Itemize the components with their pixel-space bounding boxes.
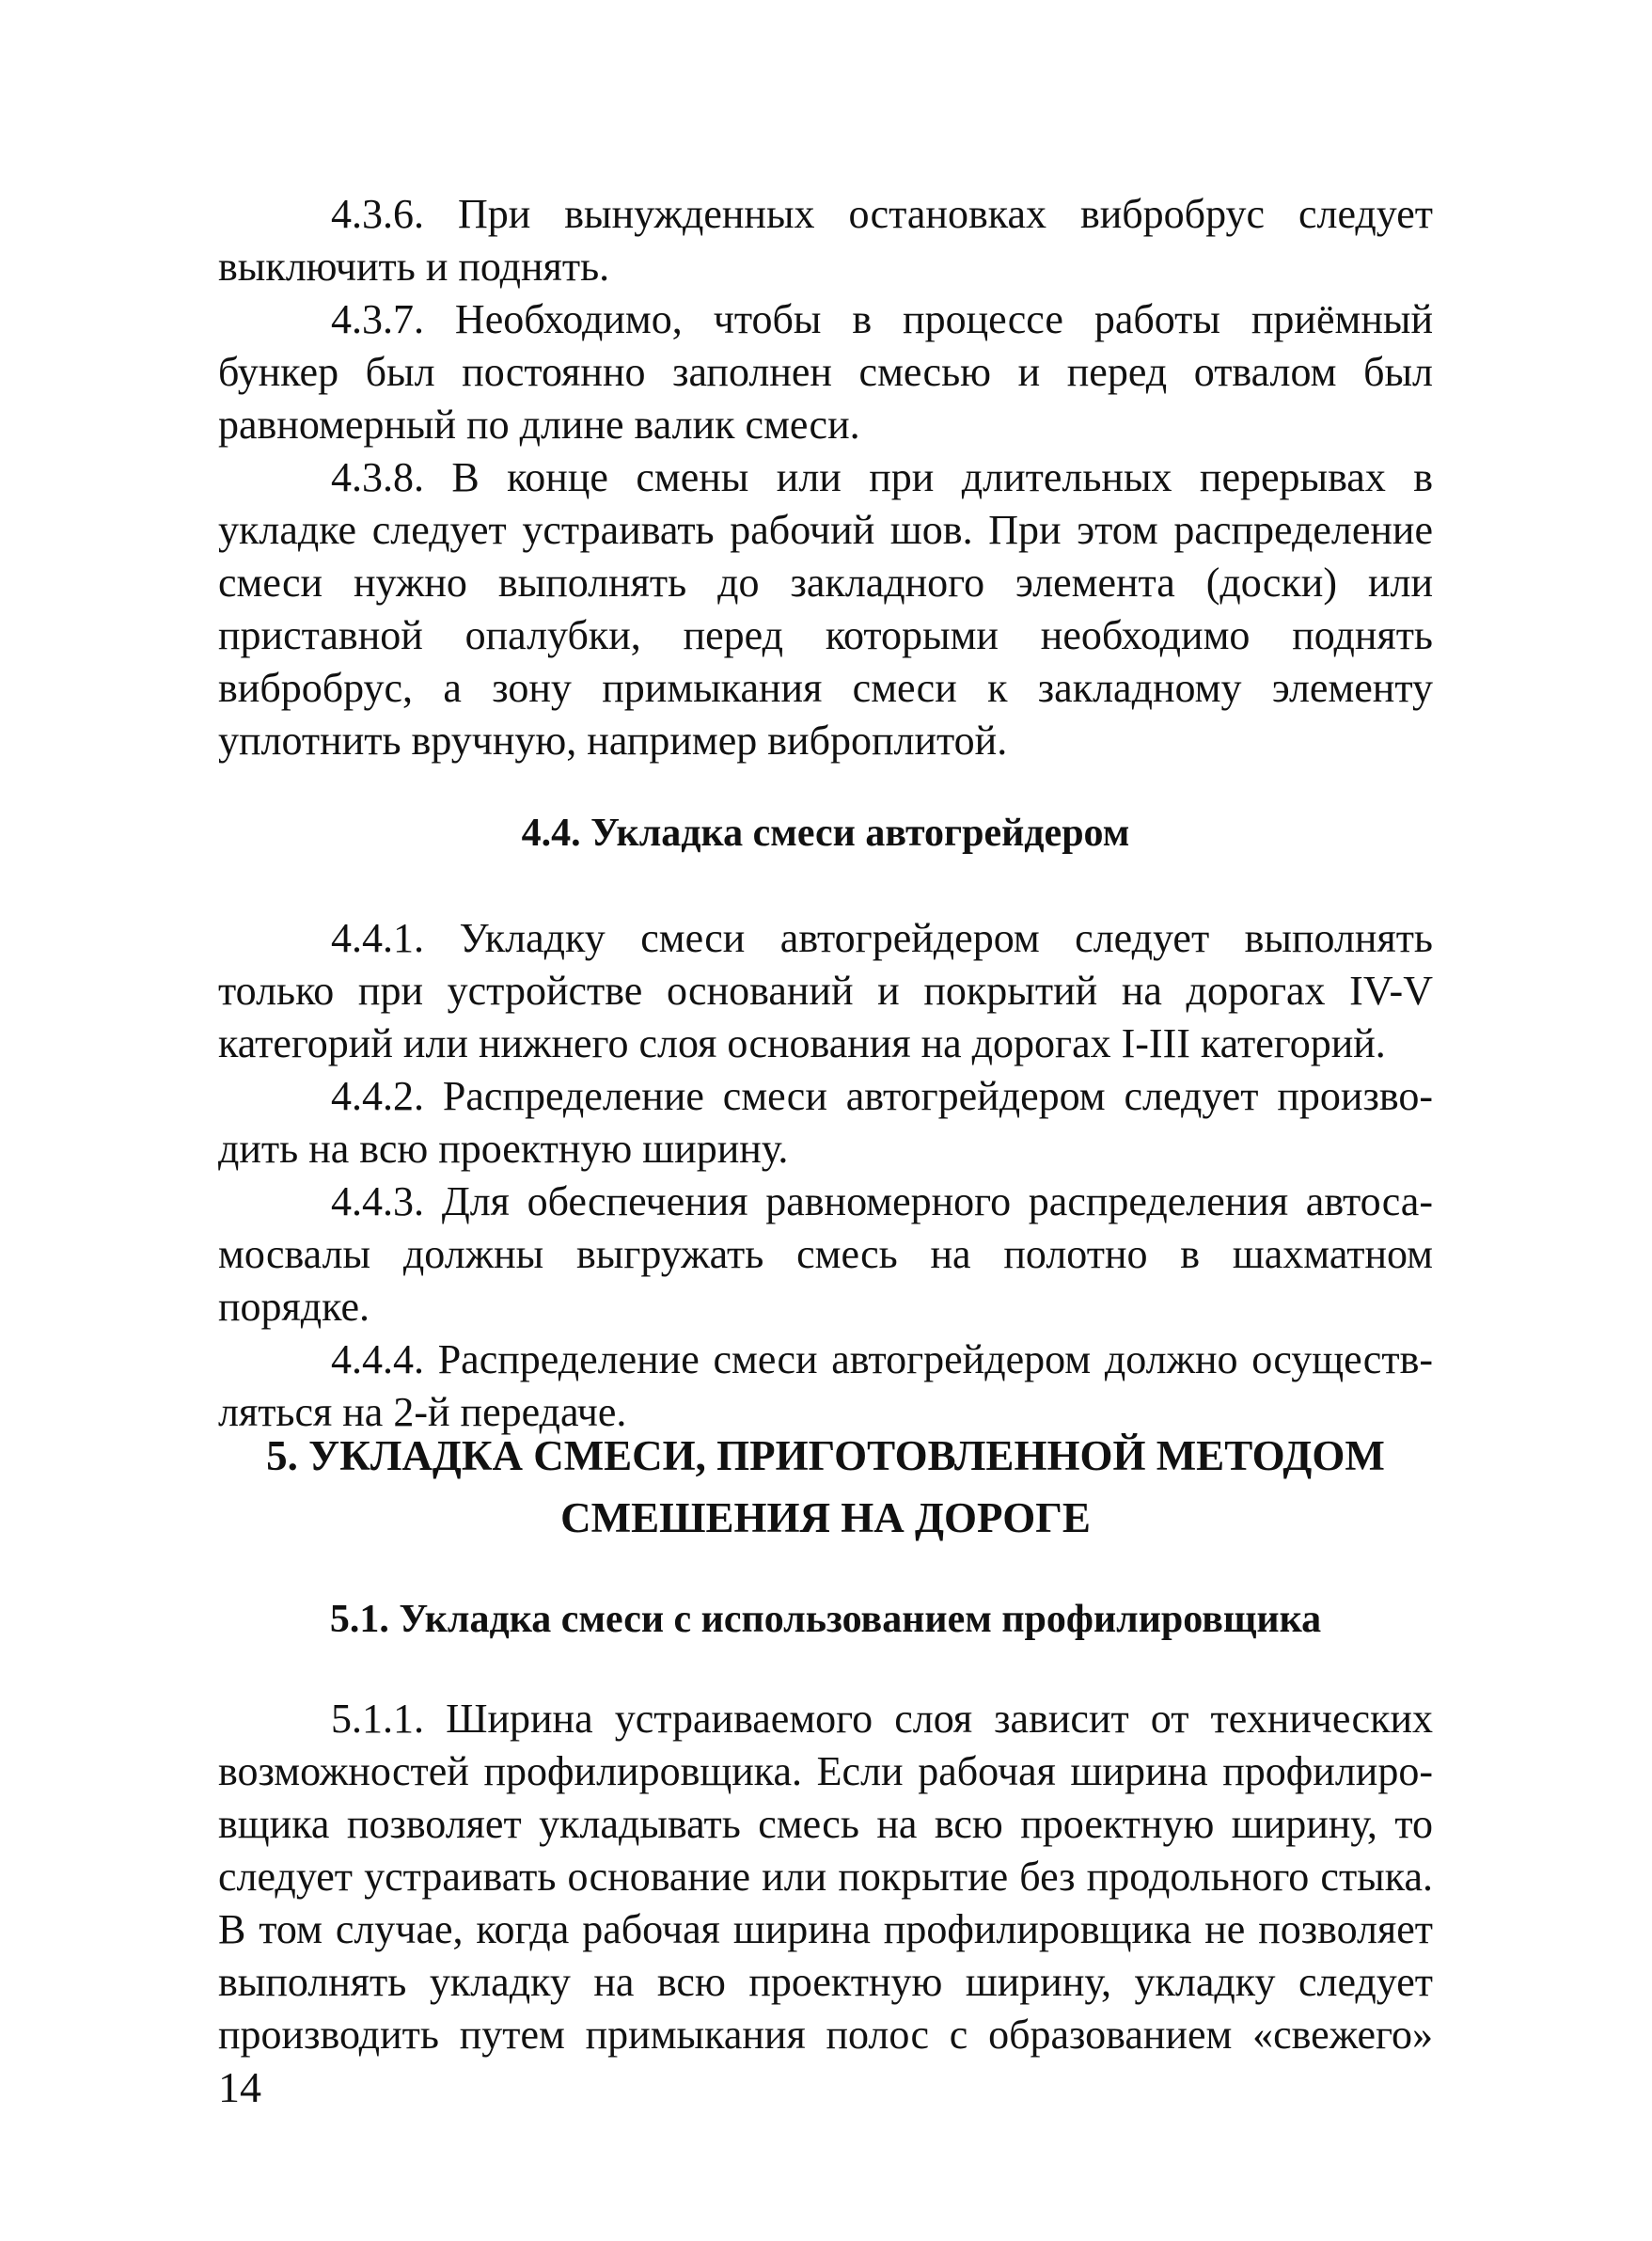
paragraph-4-4-4: 4.4.4. Распределение смеси автогрейдером должно осуществляться на 2-й передаче.	[218, 1336, 1433, 1435]
paragraph-4-4-2: 4.4.2. Распределение смеси автогрейдером следует производить на всю проектную ширину.	[218, 1073, 1433, 1172]
paragraph-4-3-8: 4.3.8. В конце смены или при длительных перерывах в укладке следует устраивать рабочий шов. При этом распределение смеси нужно выполнять до закладного элемента (доски) или приставной опалубки, перед которыми необходимо поднять вибробрус, а зону примыкания смеси к закладному элементу уплотнить вручную, например виброплитой.	[218, 454, 1433, 764]
paragraph-5-1-1: 5.1.1. Ширина устраиваемого слоя зависит от технических возможностей профилировщика. Если рабочая ширина профилировщика позволяет укладывать смесь на всю проектную ширину, то следует устраивать основание или покрытие без продольного стыка. В том случае, когда рабочая ширина профилировщика не позволяет выполнять укладку на всю проектную ширину, укладку следует производить путем примыкания полос с образованием «свежего»	[218, 1696, 1433, 2058]
section-4-3-body	[218, 188, 1433, 767]
heading-section-5-line-1: 5. УКЛАДКА СМЕСИ, ПРИГОТОВЛЕННОЙ МЕТОДОМ	[266, 1432, 1385, 1479]
paragraph-4-4-1: 4.4.1. Укладку смеси автогрейдером следует выполнять только при устройстве оснований и покрытий на дорогах IV-V категорий или нижнего слоя основания на дорогах I-III категорий.	[218, 915, 1433, 1066]
heading-section-5-line-2: СМЕШЕНИЯ НА ДОРОГЕ	[560, 1494, 1091, 1541]
heading-4-4: 4.4. Укладка смеси автогрейдером	[521, 812, 1130, 855]
paragraph-4-4-3: 4.4.3. Для обеспечения равномерного распределения автосамосвалы должны выгружать смесь на полотно в шахматном порядке.	[218, 1178, 1433, 1330]
section-4-4-body	[218, 912, 1433, 1439]
paragraph-4-3-6: 4.3.6. При вынужденных остановках вибробрус следует выключить и поднять.	[218, 191, 1433, 290]
paragraph-4-3-7: 4.3.7. Необходимо, чтобы в процессе работы приёмный бункер был постоянно заполнен смесью и перед отвалом был равномерный по длине валик смеси.	[218, 296, 1433, 448]
page-number: 14	[218, 2063, 261, 2111]
section-5-1-body	[218, 1693, 1433, 2061]
heading-section-5	[218, 1425, 1433, 1549]
heading-5-1: 5.1. Укладка смеси с использованием профилировщика	[329, 1598, 1322, 1641]
